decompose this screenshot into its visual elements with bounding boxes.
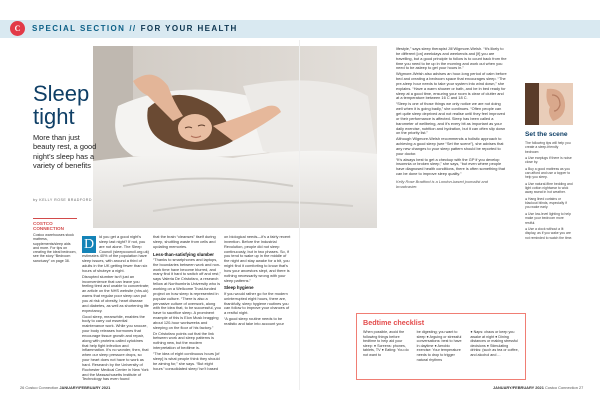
ear-illustration — [525, 83, 573, 125]
body-paragraph: that the brain “cleanses” itself during sleep, shuttling waste from cells and updating memories. — [153, 234, 216, 249]
body-column-1 — [82, 235, 150, 383]
feature-headline — [33, 82, 89, 128]
body-column-2 — [153, 235, 221, 372]
costco-title-line-1: COSTCO — [33, 221, 53, 226]
footer-left — [20, 385, 110, 390]
sidebar-tip: ● Buy a good mattress as you can afford and use a topper to help you sleep. — [525, 166, 571, 180]
checklist-column-2: be digesting; you want to sleep ● Arguing or stressful conversations: best to have in daytime ● Aerobic exercise: Your temperature needs to drop to trigger natural rhythms — [416, 330, 462, 362]
section-title — [32, 24, 238, 33]
body-paragraph: “A good sleep routine needs to be realistic and take into account your — [224, 316, 284, 326]
sidebar-tip: ● Use low-level lighting to help make your bedroom more restful. — [525, 211, 571, 225]
issue-date-right: JANUARY/FEBRUARY 2021 — [493, 385, 544, 390]
subheading: Sleep hygiene — [224, 285, 254, 291]
checklist-columns — [363, 330, 519, 362]
sidebar-paragraph: The following tips will help you create a sleep-friendly bedroom: — [525, 141, 571, 154]
body-paragraph: Dr Cristofaro points out that the link between work and sleep patterns is nothing new, but the modern interpretation of bedtime is. — [153, 330, 214, 351]
body-paragraph: lifestyle,” says sleep therapist Jill Wigmore-Welsh. “It’s likely to be different [on] weekdays and weekends and [if] you are travelling, but a good principle to follow is to count back from the time you need to be up in the morning and work out when you need to be asleep to get your hours in.” — [396, 46, 507, 71]
checklist-title: Bedtime checklist — [363, 318, 425, 327]
body-paragraph: If you would rather go for the modern uninterrupted eight hours, there are, thankfully, sleep hygiene routines you can follow to improve your chances of a restful night. — [224, 290, 290, 316]
sidebar-tip: ● Hang lined curtains or blackout blinds, especially if you wake early. — [525, 196, 567, 210]
body-column-4 — [396, 47, 507, 191]
woman-in-bed-illustration — [93, 46, 377, 228]
costco-connection-box — [33, 218, 77, 263]
body-paragraph: “Sleep is one of those things we only notice we are not doing well when it is going badly,” she continues. “Often people can get quite sleep deprived and not realise until they feel improved or their performance is affected. Sleep has been called a barometer of wellbeing, and it’s every bit as important as your daily exercise, nutrition and hydration, but it can often slip down on the priority list.” — [396, 101, 506, 136]
page-number-right: 27 — [578, 385, 584, 390]
issue-date-left: JANUARY/FEBRUARY 2021 — [59, 385, 111, 390]
sidebar-title: Set the scene — [525, 131, 568, 138]
headline-line-2: tight — [33, 104, 75, 129]
costco-rule — [33, 218, 77, 219]
bedtime-checklist-box — [356, 313, 526, 380]
sidebar-body — [525, 141, 573, 242]
page-fold — [299, 40, 300, 390]
author-bio: Kelly Rose Bradford is a London-based journalist and broadcaster. — [396, 178, 488, 189]
footer-right — [493, 385, 583, 390]
hero-photo — [93, 46, 377, 228]
body-column-3 — [224, 235, 292, 328]
costco-connection-title — [33, 221, 77, 231]
section-header-bar — [0, 20, 600, 38]
section-subtitle: FOR YOUR HEALTH — [140, 24, 238, 33]
subheading: Less-than-satisfying slumber — [153, 251, 214, 257]
checklist-column-3: ● Naps: chaos or keep you awake at night ● Dining distances or making stressful decisions ● Stimulating drinks: (such as tea or coffee, and alcohol and ... — [470, 330, 519, 357]
body-paragraph: “The idea of eight continuous hours [of sleep] is what people think they should be aiming for,” she says. “But eight hours’ ‘consolidated sleep’ isn’t based — [153, 350, 220, 371]
costco-title-line-2: CONNECTION — [33, 226, 64, 231]
checklist-column-1: When possible, avoid the following things before bedtime to help aid your sleep: ● Screens: phones, tablets, TV ● Eating: You do not want to — [363, 330, 409, 357]
publication-name-right: Costco Connection — [544, 385, 578, 390]
costco-logo-icon: C — [10, 21, 25, 36]
dropcap: D — [83, 237, 95, 252]
sidebar-photo — [525, 83, 573, 125]
body-paragraph: id you get a good night’s sleep last night? If not, you are not alone. The Sleep Council (sleepcouncil.org.uk) estimates 40% of the population have sleep issues, with around a third of adults in the UK getting fewer than six hours of shuteye a night. — [82, 234, 149, 273]
page-number-left: 26 — [20, 385, 25, 390]
body-paragraph: “It’s always best to get a checkup with the GP if you develop insomnia or broken sleep,” she says, “but even where people have diagnosed health conditions, there is often something that can be done to improve sleep quality.” — [396, 156, 506, 177]
section-separator: // — [129, 24, 137, 33]
publication-name-left: Costco Connection — [25, 385, 59, 390]
body-paragraph: Good sleep, meanwhile, enables the body to carry out essential maintenance work. While you snooze, your body releases hormones that encourage tissue growth and repair, along with proteins called cytokines that help fight infection and inflammation. It’s no wonder, then, that when our sleep pressure drops, so your heart does not have to work as hard. Research by the University of Rochester Medical Center in New York and the Massachusetts Institute of Technology has even found — [82, 313, 149, 382]
section-label: SPECIAL SECTION — [32, 24, 126, 33]
byline: by KELLY ROSE BRADFORD — [33, 198, 92, 202]
sidebar-tip: ● Use earplugs if there is noise close by. — [525, 156, 572, 165]
body-paragraph: Although Wigmore-Welsh recommends a holistic approach to achieving a good sleep (see “Set the scene”), she advises that any new changes to your sleep pattern should be reported to your doctor. — [396, 136, 504, 156]
body-paragraph: “Thanks to smartphones and laptops, the boundaries between work and non-work time have become blurred, and many find it hard to switch off and rest,” says Valeria De Cristofaro, a research fellow at Northumbria University who is working on a Wellcome Trust-funded project on how sleep is represented in popular culture. “There is also a pervasive culture of overwork, along with the idea that, to be successful, you have to sacrifice sleep. A prominent example of this is Elon Musk bragging about 120-hour workweeks and sleeping on the floor of his factory.” — [153, 256, 221, 330]
sidebar-tip: ● Use natural-fibre bedding and light cotton nightwear to wick away sweat in hot weather. — [525, 181, 573, 195]
feature-deck: More than just beauty rest, a good night’s sleep has a variety of benefits — [33, 133, 97, 171]
body-paragraph: Wigmore-Welsh also advises an hour-long period of calm before bed and creating a bedroom space that encourages sleep. “The pre-sleep hour needs to take your system into wind down,” she explains. “Have a warm shower or bath, and be in bed ready for sleep at a good time, ensuring your room is clear of clutter and at a temperature between 16 C and 18 C. — [396, 71, 507, 101]
sidebar-tip: ● Use a clock without a lit display, as if you wake you are not reminded to watch the time. — [525, 226, 573, 240]
body-paragraph: on biological needs—it’s a fairly recent invention. Before the Industrial Revolution, people did not sleep continuously, but in two phases. So, if you tend to wake up in the middle of the night and stay awake for a bit, you might find it comforting to know that’s how your ancestors slept, and there is nothing necessarily wrong with your sleep patterns.” — [224, 234, 291, 283]
headline-line-1: Sleep — [33, 81, 90, 106]
body-paragraph: Disrupted slumber isn’t just an inconvenience that can leave you feeling tired and unable to concentrate; an article on the NHS website (nhs.uk) warns that regular poor sleep can put you at risk of obesity, heart disease and diabetes, as well as shortening life expectancy. — [82, 273, 150, 313]
costco-connection-text: Costco warehouses stock mattress, supplements/sleep aids and more. For tips on creating the ideal bedroom, see the story “Bedroom sanctuary” on page 38. — [33, 233, 77, 263]
